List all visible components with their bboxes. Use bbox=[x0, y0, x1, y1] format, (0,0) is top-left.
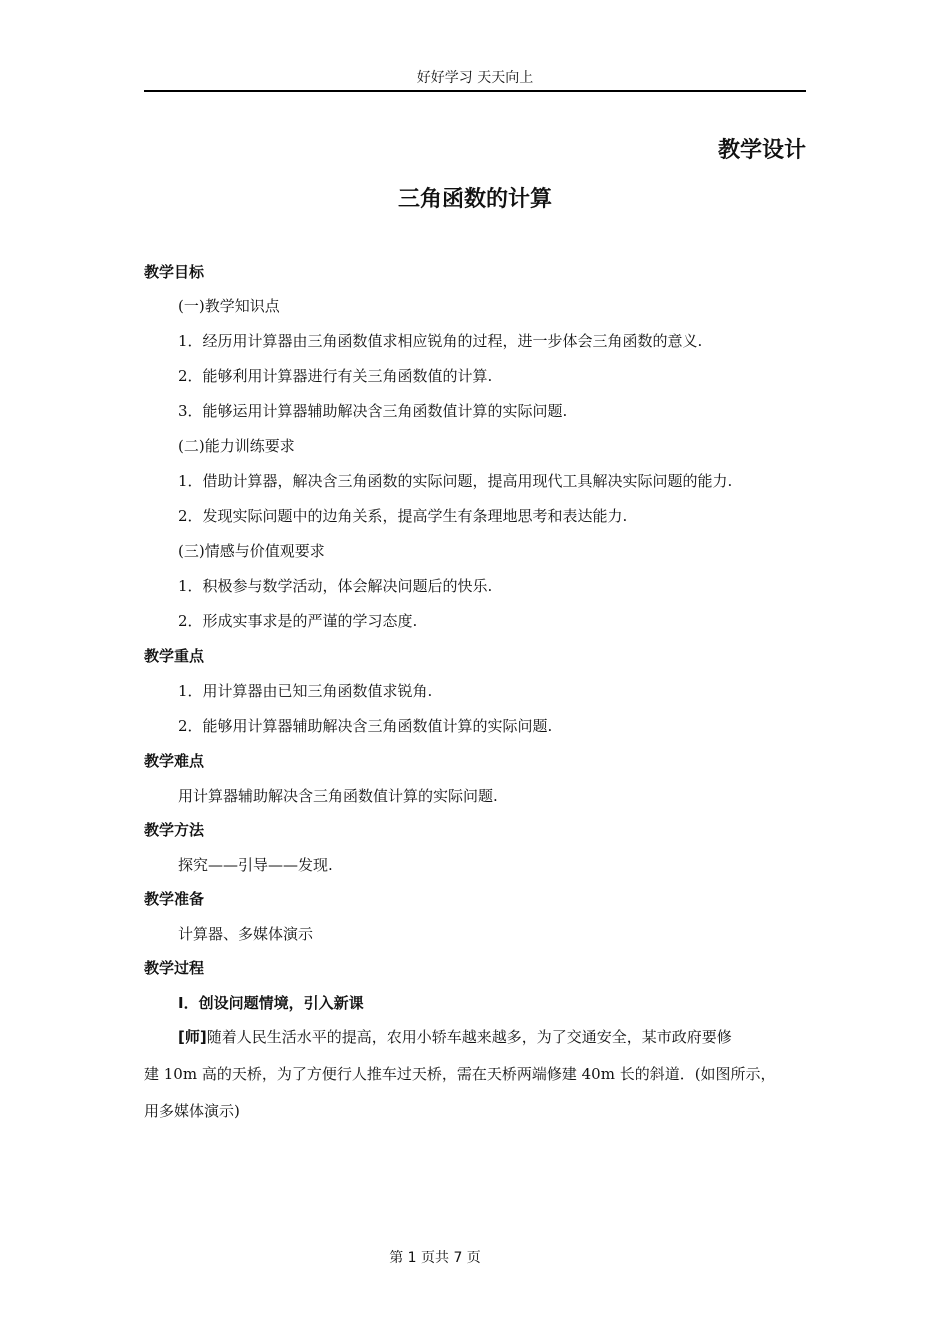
list-item: 2．形成实事求是的严谨的学习态度. bbox=[178, 612, 418, 630]
list-item: 1．用计算器由已知三角函数值求锐角. bbox=[178, 682, 433, 700]
section-heading-preparation: 教学准备 bbox=[144, 890, 205, 908]
process-paragraph-line-2: 建 10m 高的天桥，为了方便行人推车过天桥，需在天桥两端修建 40m 长的斜道．(如图所示， bbox=[144, 1065, 776, 1083]
section-heading-method: 教学方法 bbox=[144, 821, 205, 839]
list-item: 3．能够运用计算器辅助解决含三角函数值计算的实际问题. bbox=[178, 402, 568, 420]
process-paragraph-line-1 bbox=[178, 1027, 732, 1047]
page-footer: 第 1 页共 7 页 bbox=[389, 1250, 481, 1266]
list-item: 2．发现实际问题中的边角关系，提高学生有条理地思考和表达能力. bbox=[178, 507, 628, 525]
document-title: 三角函数的计算 bbox=[397, 187, 552, 212]
document-type-label: 教学设计 bbox=[717, 138, 806, 163]
method-text: 探究——引导——发现. bbox=[178, 856, 333, 874]
teacher-tag: [师] bbox=[178, 1028, 207, 1046]
list-item: 1．积极参与数学活动，体会解决问题后的快乐. bbox=[178, 577, 493, 595]
list-item: 2．能够用计算器辅助解决含三角函数值计算的实际问题. bbox=[178, 717, 553, 735]
difficulty-text: 用计算器辅助解决含三角函数值计算的实际问题. bbox=[178, 787, 498, 805]
page-header: 好好学习 天天向上 bbox=[144, 68, 806, 92]
preparation-text: 计算器、多媒体演示 bbox=[178, 925, 314, 943]
paragraph-text: 随着人民生活水平的提高，农用小轿车越来越多，为了交通安全，某市政府要修 bbox=[206, 1028, 732, 1046]
section-heading-difficulty: 教学难点 bbox=[144, 752, 205, 770]
list-item: 1．借助计算器，解决含三角函数的实际问题，提高用现代工具解决实际问题的能力. bbox=[178, 472, 733, 490]
list-item: 1．经历用计算器由三角函数值求相应锐角的过程，进一步体会三角函数的意义. bbox=[178, 332, 703, 350]
section-heading-objectives: 教学目标 bbox=[144, 263, 205, 281]
section-heading-key-points: 教学重点 bbox=[144, 647, 205, 665]
subsection-emotion: (三)情感与价值观要求 bbox=[178, 542, 325, 560]
subsection-ability: (二)能力训练要求 bbox=[178, 437, 295, 455]
list-item: 2．能够利用计算器进行有关三角函数值的计算. bbox=[178, 367, 493, 385]
section-heading-process: 教学过程 bbox=[144, 959, 205, 977]
process-paragraph-line-3: 用多媒体演示) bbox=[144, 1102, 240, 1120]
process-step-title: Ⅰ．创设问题情境，引入新课 bbox=[178, 994, 364, 1012]
subsection-knowledge: (一)教学知识点 bbox=[178, 297, 280, 315]
